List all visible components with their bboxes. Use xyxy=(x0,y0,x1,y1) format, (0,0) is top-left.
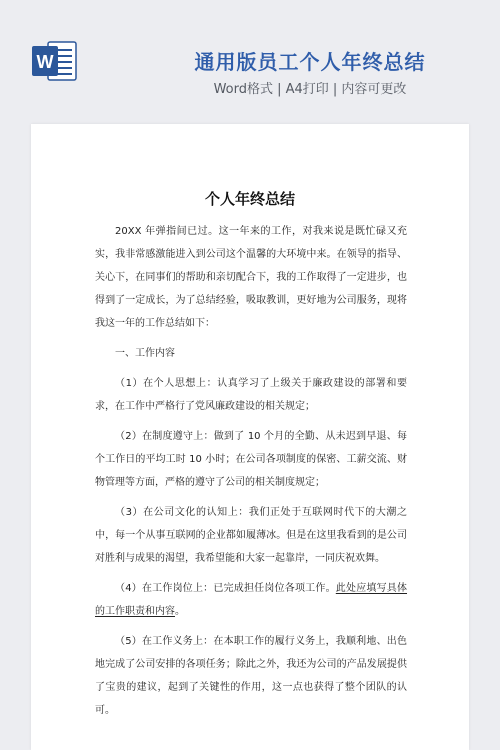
section-heading: 一、工作内容 xyxy=(115,348,175,359)
word-document-icon xyxy=(30,40,78,82)
document-page xyxy=(31,124,469,750)
page-header xyxy=(0,0,500,112)
paragraph-2: （2）在制度遵守上：做到了 10 个月的全勤、从未迟到早退、每个工作日的平均工时 10 小时；在公司各项制度的保密、工薪交流、财物管理等方面，严格的遵守了公司的相关制度规定； xyxy=(95,431,407,488)
paragraph-5: （5）在工作义务上：在本职工作的履行义务上，我顺利地、出色地完成了公司安排的各项任务；除此之外，我还为公司的产品发展提供了宝贵的建议，起到了关键性的作用，这一点也获得了整个团队的认可。 xyxy=(95,636,407,716)
paragraph-1: （1）在个人思想上：认真学习了上级关于廉政建设的部署和要求，在工作中严格行了党风廉政建设的相关规定； xyxy=(95,378,407,412)
paragraph-3: （3）在公司文化的认知上：我们正处于互联网时代下的大潮之中，每一个从事互联网的企业都如履薄冰。但是在这里我看到的是公司对胜利与成果的渴望，我希望能和大家一起靠岸，一同庆祝欢舞。 xyxy=(95,507,407,564)
document-title: 个人年终总结 xyxy=(204,190,295,208)
page-title: 通用版员工个人年终总结 xyxy=(194,50,426,74)
document-body xyxy=(95,220,407,729)
intro-paragraph: 20XX 年弹指间已过。这一年来的工作，对我来说是既忙碌又充实，我非常感激能进入到公司这个温馨的大环境中来。在领导的指导、关心下，在同事们的帮助和亲切配合下，我的工作取得了一定进步，也得到了一定成长，为了总结经验，吸取教训，更好地为公司服务，现将我这一年的工作总结如下： xyxy=(95,226,407,329)
logo-letter: W xyxy=(36,52,54,72)
paragraph-4 xyxy=(95,577,407,623)
page-subtitle: Word格式 | A4打印 | 内容可更改 xyxy=(213,82,407,97)
paragraph-4-underlined: 此处应填写具体的工作职责和内容 xyxy=(95,583,408,617)
paragraph-4-suffix: 。 xyxy=(175,606,185,617)
paragraph-4-prefix: （4）在工作岗位上：已完成担任岗位各项工作。 xyxy=(115,583,336,594)
